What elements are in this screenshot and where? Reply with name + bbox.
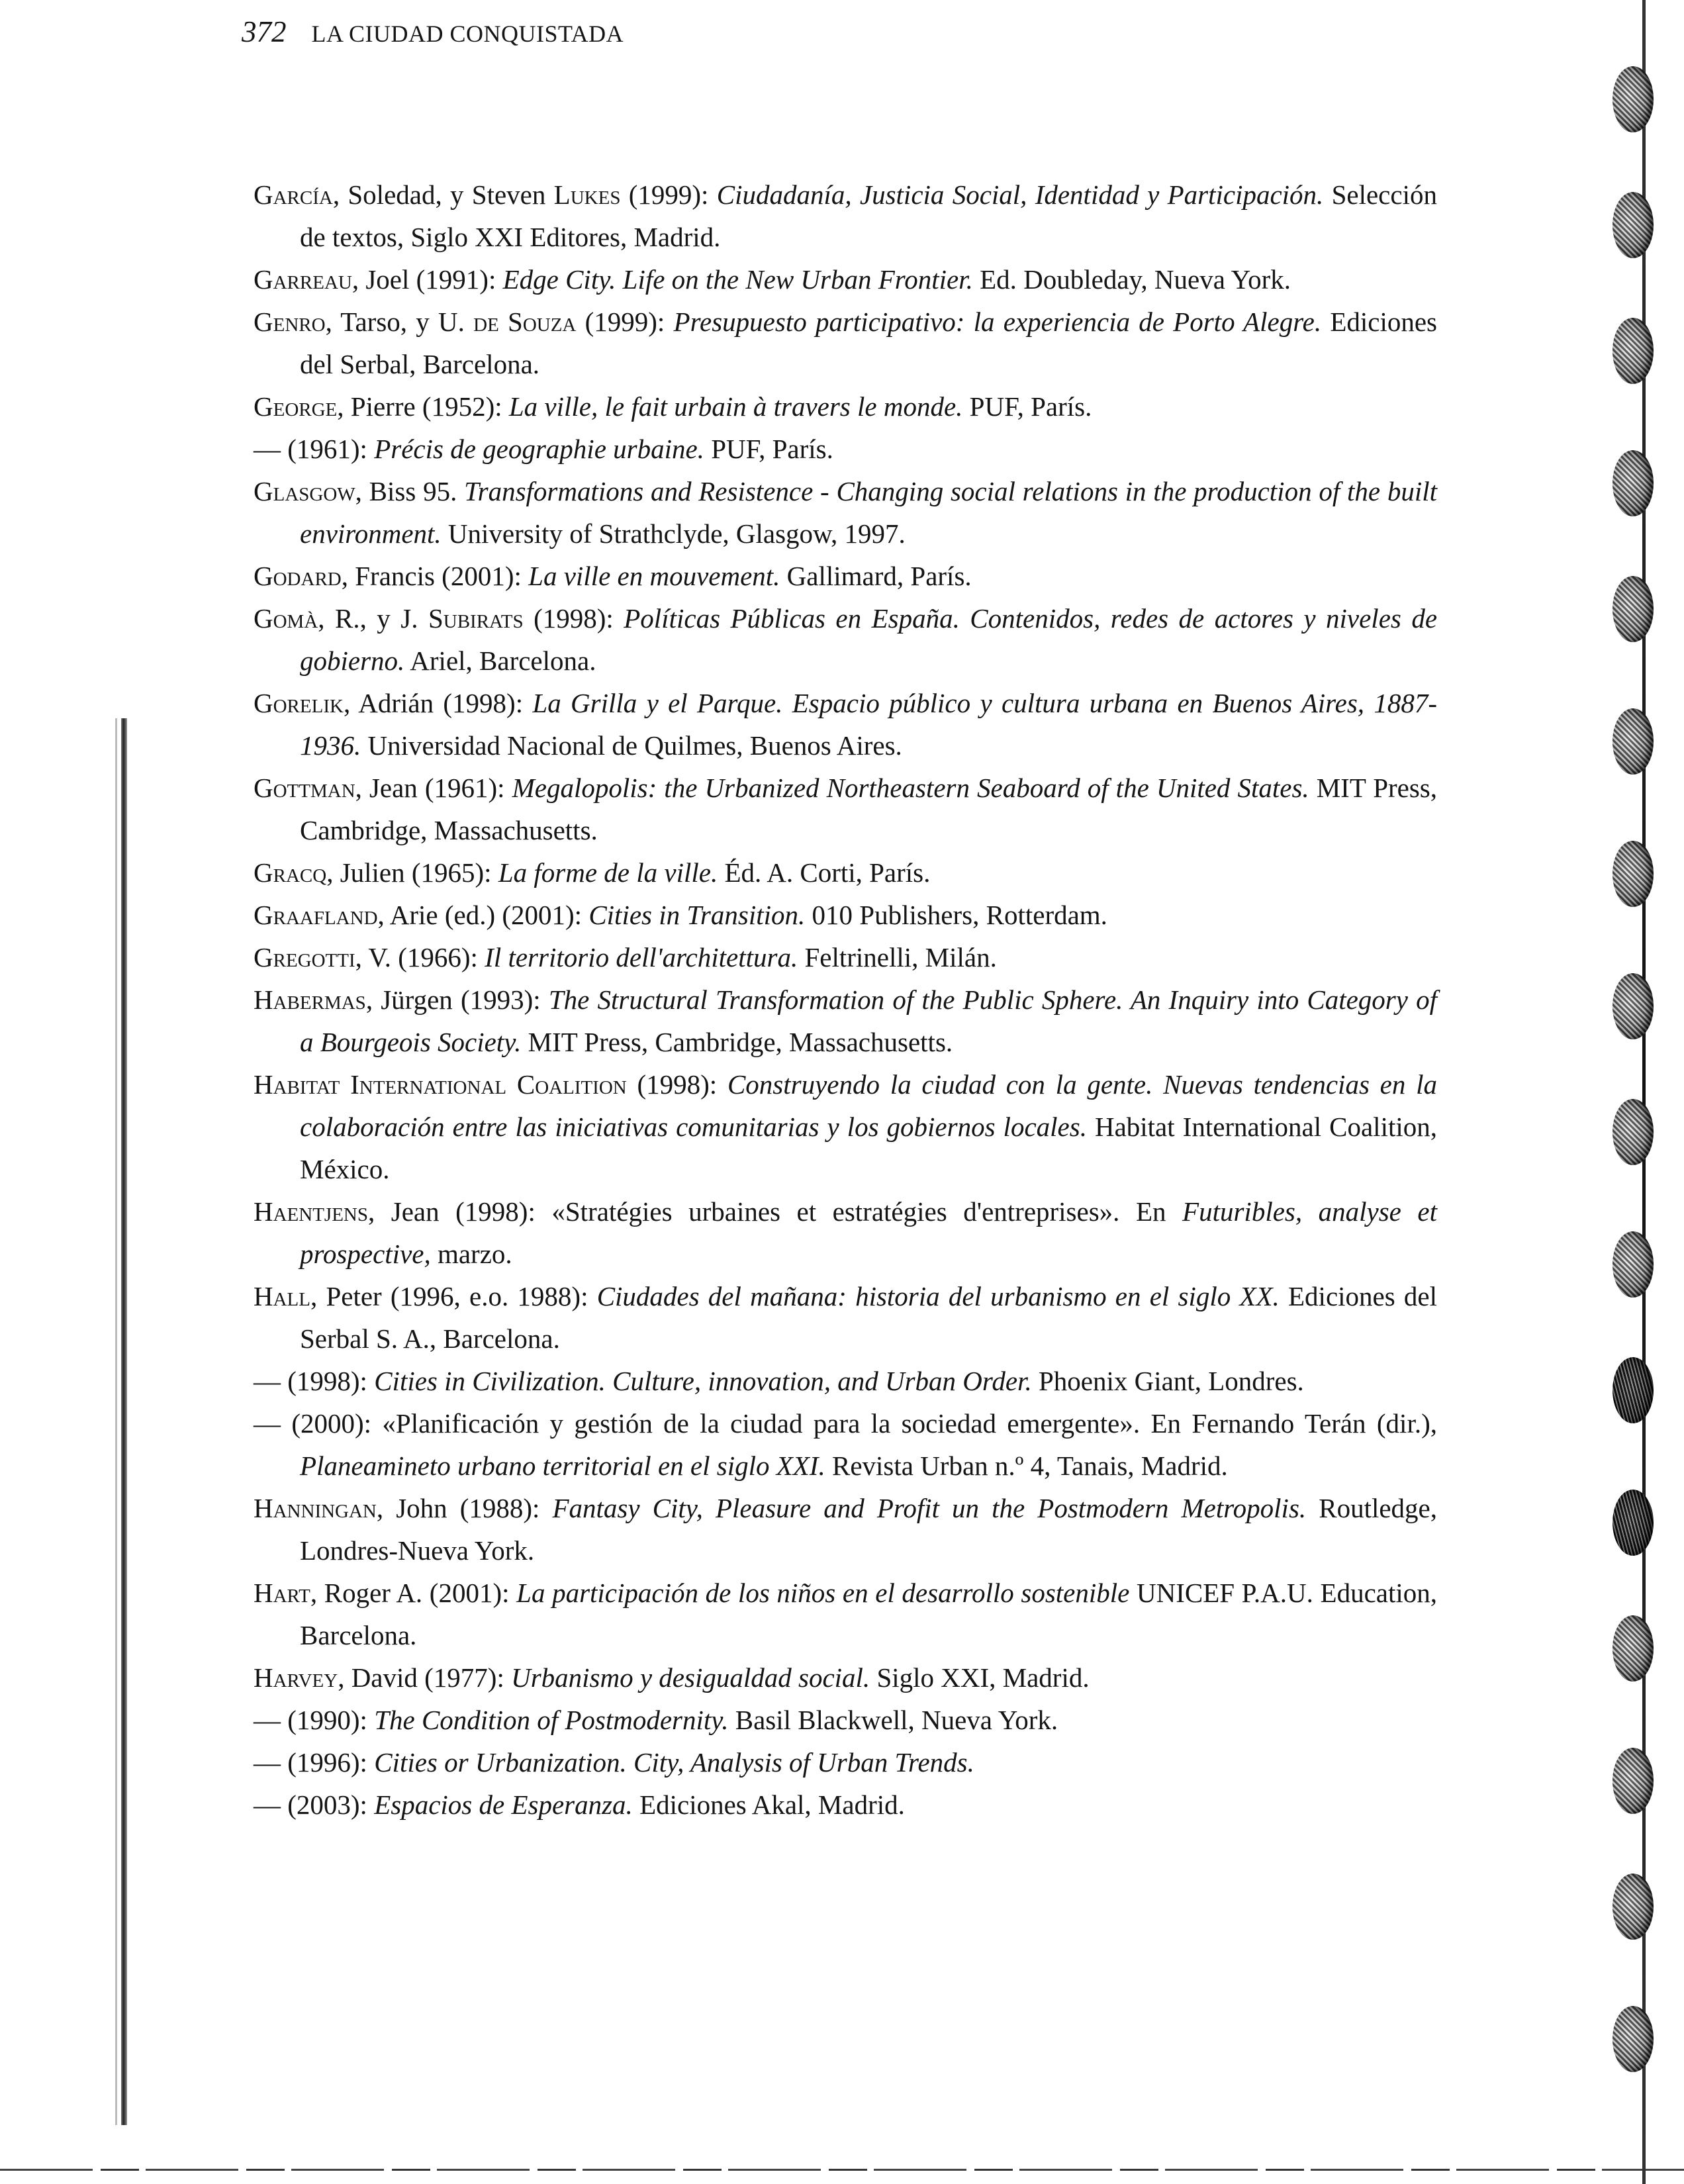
reference-entry <box>254 1783 1437 1826</box>
reference-title: Construyendo la ciudad con la gente. Nuevas tendencias en la colaboración entre las iniciativas comunitarias y los gobiernos locales. <box>300 1069 1437 1142</box>
reference-coauthor: Lukes <box>553 179 621 210</box>
reference-author: Gomà <box>254 603 318 634</box>
reference-entry <box>254 428 1437 470</box>
reference-author: Hanningan <box>254 1493 377 1523</box>
binding-ring-icon <box>1613 1357 1654 1423</box>
reference-year: (2003): <box>281 1789 375 1820</box>
reference-title: Políticas Públicas en España. Contenidos, redes de actores y niveles de gobierno. <box>300 603 1438 676</box>
reference-publisher: Revista Urban n.º 4, Tanais, Madrid. <box>825 1450 1228 1481</box>
reference-year: , Julien (1965): <box>326 857 498 888</box>
reference-entry <box>254 1063 1437 1190</box>
reference-title: La ville, le fait urbain à travers le monde. <box>508 391 963 422</box>
reference-author: Hall <box>254 1281 310 1311</box>
reference-author: — <box>254 1408 281 1439</box>
reference-entry <box>254 936 1437 978</box>
reference-publisher: Phoenix Giant, Londres. <box>1031 1366 1304 1396</box>
reference-entry <box>254 1487 1437 1572</box>
reference-entry <box>254 1360 1437 1402</box>
reference-author: — <box>254 1747 281 1778</box>
reference-title: La forme de la ville. <box>498 857 718 888</box>
reference-coauthor: de Souza <box>473 307 577 337</box>
reference-entry <box>254 1656 1437 1699</box>
reference-author: — <box>254 1789 281 1820</box>
reference-year: , Adrián (1998): <box>343 688 533 718</box>
reference-publisher: University of Strathclyde, Glasgow, 1997. <box>441 518 906 549</box>
reference-title: The Structural Transformation of the Public Sphere. An Inquiry into Category of a Bourgeois Society. <box>300 984 1438 1057</box>
reference-entry <box>254 301 1437 385</box>
reference-publisher: PUF, París. <box>704 434 833 464</box>
reference-title: Fantasy City, Pleasure and Profit un the Postmodern Metropolis. <box>552 1493 1307 1523</box>
reference-author: Gorelik <box>254 688 344 718</box>
reference-title: Ciudadanía, Justicia Social, Identidad y Participación. <box>716 179 1324 210</box>
reference-publisher: Ediciones Akal, Madrid. <box>632 1789 905 1820</box>
binding-ring-icon <box>1613 450 1654 516</box>
reference-year: , Francis (2001): <box>341 561 529 591</box>
reference-entry <box>254 1190 1437 1275</box>
reference-entry <box>254 1275 1437 1360</box>
reference-entry <box>254 767 1437 851</box>
binding-ring-icon <box>1613 66 1654 132</box>
reference-author: Hart <box>254 1578 310 1608</box>
reference-author: Gregotti <box>254 942 355 973</box>
reference-author: — <box>254 434 281 464</box>
reference-publisher: MIT Press, Cambridge, Massachusetts. <box>300 773 1438 845</box>
binding-ring-icon <box>1613 576 1654 642</box>
reference-title: Edge City. Life on the New Urban Frontier. <box>502 264 973 295</box>
binding-ring-icon <box>1613 708 1654 775</box>
reference-year: , Peter (1996, e.o. 1988): <box>310 1281 597 1311</box>
reference-title: Cities or Urbanization. City, Analysis of Urban Trends. <box>374 1747 974 1778</box>
reference-publisher: Habitat International Coalition, México. <box>300 1112 1437 1184</box>
reference-year: (2000): «Planificación y gestión de la ciudad para la sociedad emergente». En Fernando Terán (dir.), <box>281 1408 1437 1439</box>
reference-author: George <box>254 391 338 422</box>
reference-entry <box>254 385 1437 428</box>
reference-year: , Biss 95. <box>355 476 465 506</box>
reference-publisher: Éd. A. Corti, París. <box>718 857 931 888</box>
reference-title: Espacios de Esperanza. <box>374 1789 633 1820</box>
reference-publisher: 010 Publishers, Rotterdam. <box>805 900 1107 930</box>
reference-title: The Condition of Postmodernity. <box>374 1705 729 1735</box>
reference-author: Gottman <box>254 773 355 803</box>
reference-title: Presupuesto participativo: la experiencia de Porto Alegre. <box>673 307 1322 337</box>
reference-entry <box>254 470 1437 555</box>
reference-title: Planeamineto urbano territorial en el siglo XXI. <box>300 1450 825 1481</box>
binding-ring-icon <box>1613 192 1654 258</box>
reference-title: Transformations and Resistence - Changing social relations in the production of the built environment. <box>300 476 1438 549</box>
reference-publisher: Feltrinelli, Milán. <box>798 942 997 973</box>
reference-entry <box>254 1699 1437 1741</box>
binding-ring-icon <box>1613 318 1654 384</box>
reference-year: , Roger A. (2001): <box>310 1578 517 1608</box>
reference-entry <box>254 1402 1437 1487</box>
reference-year: (1998): <box>626 1069 727 1100</box>
reference-author: Habitat International Coalition <box>254 1069 627 1100</box>
reference-entry <box>254 894 1437 936</box>
binding-ring-icon <box>1613 2006 1654 2072</box>
reference-list <box>254 173 1437 1826</box>
reference-entry <box>254 1741 1437 1783</box>
reference-author: Garreau <box>254 264 352 295</box>
binding-ring-icon <box>1613 1231 1654 1298</box>
reference-year: , Jürgen (1993): <box>365 984 549 1015</box>
reference-author-joiner: , Soledad, y Steven <box>332 179 554 210</box>
reference-entry <box>254 597 1437 682</box>
reference-publisher: PUF, París. <box>962 391 1092 422</box>
reference-year: , Joel (1991): <box>351 264 503 295</box>
reference-year: , V. (1966): <box>355 942 485 973</box>
reference-title: La Grilla y el Parque. Espacio público y cultura urbana en Buenos Aires, 1887-1936. <box>300 688 1437 761</box>
page-edge-shadow <box>115 718 117 2125</box>
reference-title: Cities in Civilization. Culture, innovation, and Urban Order. <box>374 1366 1032 1396</box>
reference-year: , David (1977): <box>338 1662 512 1693</box>
reference-entry <box>254 258 1437 301</box>
reference-author-joiner: , Tarso, y U. <box>325 307 474 337</box>
binding-ring-icon <box>1613 1490 1654 1556</box>
reference-title: La participación de los niños en el desarrollo sostenible <box>516 1578 1130 1608</box>
reference-title: Précis de geographie urbaine. <box>374 434 704 464</box>
reference-year: , Jean (1961): <box>355 773 512 803</box>
binding-ring-icon <box>1613 973 1654 1039</box>
reference-author: Harvey <box>254 1662 338 1693</box>
reference-author: Gracq <box>254 857 327 888</box>
reference-author: Glasgow <box>254 476 355 506</box>
reference-author-joiner: , R., y J. <box>318 603 428 634</box>
page-number: 372 <box>242 15 287 48</box>
reference-year: , Jean (1998): «Stratégies urbaines et estratégies d'entreprises». En <box>368 1196 1183 1227</box>
reference-publisher: MIT Press, Cambridge, Massachusetts. <box>521 1027 953 1057</box>
reference-author: García <box>254 179 333 210</box>
reference-year: (1961): <box>281 434 375 464</box>
reference-author: Graafland <box>254 900 378 930</box>
reference-year: (1999): <box>576 307 674 337</box>
reference-entry <box>254 555 1437 597</box>
reference-entry <box>254 1572 1437 1656</box>
binding-ring-icon <box>1613 1748 1654 1814</box>
reference-title: Urbanismo y desigualdad social. <box>511 1662 870 1693</box>
reference-entry <box>254 173 1437 258</box>
binding-ring-icon <box>1613 1615 1654 1682</box>
reference-publisher: Ed. Doubleday, Nueva York. <box>972 264 1291 295</box>
binding-ring-icon <box>1613 1874 1654 1940</box>
reference-year: (1999): <box>620 179 717 210</box>
bottom-edge <box>0 2169 1684 2171</box>
reference-entry <box>254 978 1437 1063</box>
reference-publisher: Selección de textos, Siglo XXI Editores, Madrid. <box>300 179 1437 252</box>
reference-author: Habermas <box>254 984 366 1015</box>
reference-author: — <box>254 1705 281 1735</box>
reference-title: Il territorio dell'architettura. <box>485 942 798 973</box>
reference-title: Cities in Transition. <box>588 900 806 930</box>
reference-title: Ciudades del mañana: historia del urbanismo en el siglo XX. <box>596 1281 1280 1311</box>
binding-ring-icon <box>1613 841 1654 907</box>
reference-publisher: Gallimard, París. <box>780 561 972 591</box>
reference-title: Megalopolis: the Urbanized Northeastern Seaboard of the United States. <box>512 773 1309 803</box>
reference-author: Genro <box>254 307 326 337</box>
reference-year: (1996): <box>281 1747 375 1778</box>
reference-title: Futuribles, analyse et prospective, <box>300 1196 1437 1269</box>
reference-author: Godard <box>254 561 342 591</box>
reference-author: Haentjens <box>254 1196 368 1227</box>
reference-author: — <box>254 1366 281 1396</box>
binding-ring-icon <box>1613 1099 1654 1165</box>
reference-publisher: Routledge, Londres-Nueva York. <box>300 1493 1437 1566</box>
reference-year: (1998): <box>523 603 624 634</box>
reference-entry <box>254 682 1437 767</box>
reference-publisher: Basil Blackwell, Nueva York. <box>728 1705 1058 1735</box>
reference-publisher: Siglo XXI, Madrid. <box>870 1662 1090 1693</box>
reference-publisher: UNICEF P.A.U. Education, Barcelona. <box>300 1578 1438 1650</box>
page-header <box>242 15 624 54</box>
reference-publisher: Universidad Nacional de Quilmes, Buenos Aires. <box>361 730 902 761</box>
reference-publisher: marzo. <box>430 1239 512 1269</box>
reference-publisher: Ediciones del Serbal, Barcelona. <box>300 307 1437 379</box>
reference-year: (1998): <box>281 1366 375 1396</box>
reference-entry <box>254 851 1437 894</box>
reference-year: , Pierre (1952): <box>337 391 509 422</box>
running-head: LA CIUDAD CONQUISTADA <box>311 21 624 47</box>
reference-year: , Arie (ed.) (2001): <box>377 900 589 930</box>
reference-publisher: Ediciones del Serbal S. A., Barcelona. <box>300 1281 1437 1354</box>
reference-publisher: Ariel, Barcelona. <box>404 645 596 676</box>
reference-year: (1990): <box>281 1705 375 1735</box>
reference-title: La ville en mouvement. <box>528 561 780 591</box>
page-edge <box>121 718 127 2125</box>
reference-year: , John (1988): <box>376 1493 553 1523</box>
reference-coauthor: Subirats <box>428 603 524 634</box>
